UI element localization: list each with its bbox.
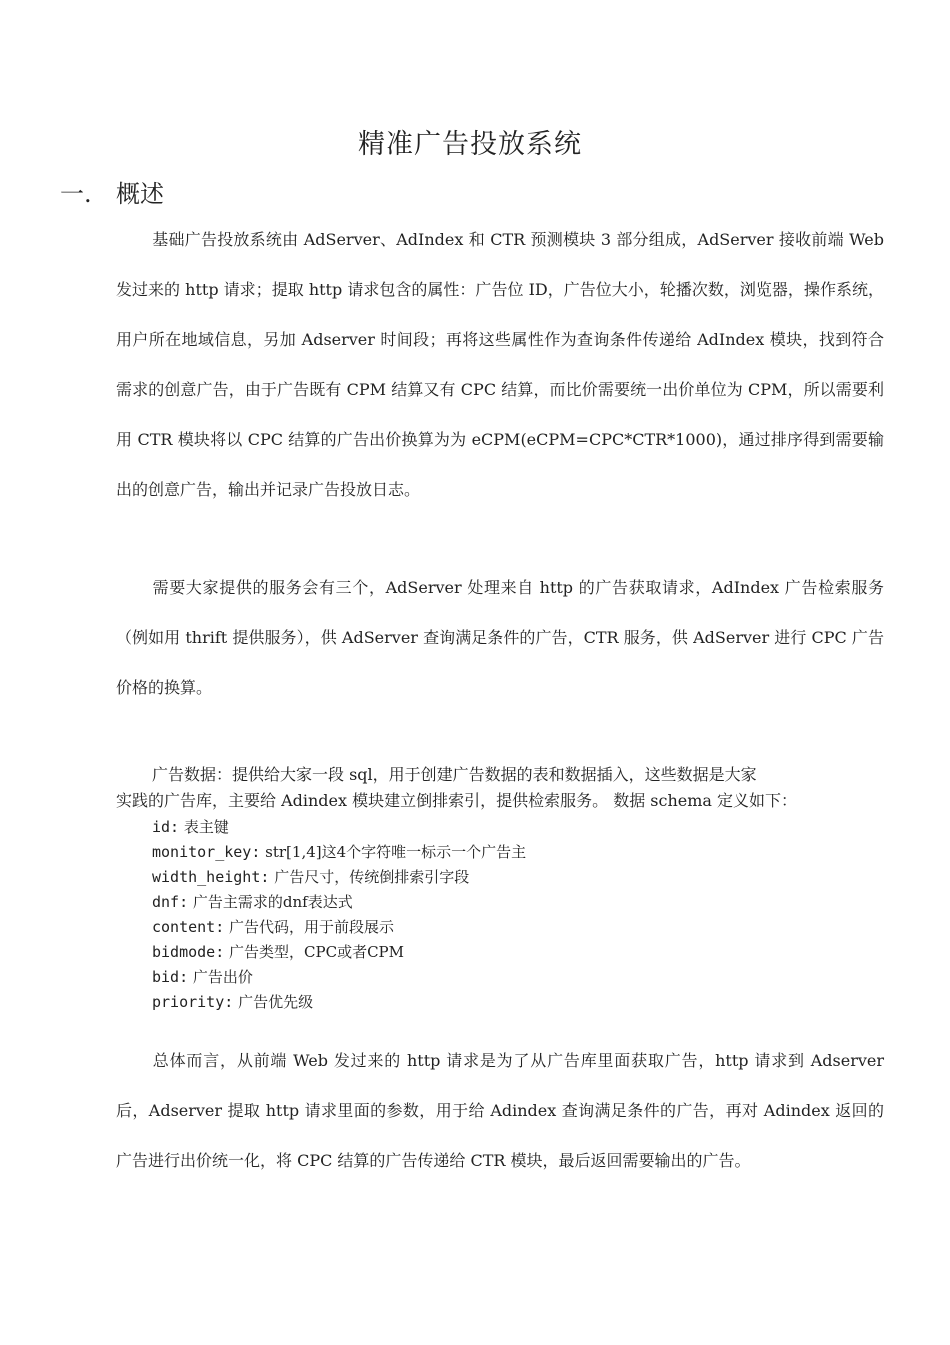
schema-row [152,865,526,890]
schema-key: bidmode: [152,943,225,961]
ad-data-line-1: 广告数据：提供给大家一段 sql，用于创建广告数据的表和数据插入，这些数据是大家 [152,765,757,784]
schema-desc: str[1,4]这4个字符唯一标示一个广告主 [265,843,527,861]
ad-data-line-2: 实践的广告库，主要给 Adindex 模块建立倒排索引，提供检索服务。 数据 schema 定义如下： [116,791,798,810]
schema-key: width_height: [152,868,270,886]
schema-row [152,915,526,940]
section-heading [60,174,164,209]
schema-row [152,990,526,1015]
schema-key: id: [152,818,180,836]
schema-desc: 广告类型，CPC或者CPM [229,943,405,961]
schema-row [152,840,526,865]
schema-desc: 广告主需求的dnf表达式 [192,893,353,911]
section-number: 一. [60,180,92,208]
schema-key: content: [152,918,225,936]
schema-desc: 广告代码，用于前段展示 [229,918,395,936]
document-title: 精准广告投放系统 [358,129,582,160]
schema-key: monitor_key: [152,843,261,861]
summary-text: 总体而言，从前端 Web 发过来的 http 请求是为了从广告库里面获取广告，http 请求到 Adserver 后，Adserver 提取 http 请求里面的参数，用于给 Adindex 查询满足条件的广告，再对 Adindex 返回的广告进行出价统一化，将 CPC 结算的广告传递给 CTR 模块，最后返回需要输出的广告。 [116,1051,884,1170]
schema-desc: 广告优先级 [238,993,314,1011]
services-text: 需要大家提供的服务会有三个，AdServer 处理来自 http 的广告获取请求，AdIndex 广告检索服务（例如用 thrift 提供服务），供 AdServer 查询满足条件的广告，CTR 服务，供 AdServer 进行 CPC 广告价格的换算。 [116,578,884,697]
schema-row [152,890,526,915]
schema-desc: 表主键 [183,818,229,836]
overview-text: 基础广告投放系统由 AdServer、AdIndex 和 CTR 预测模块 3 部分组成，AdServer 接收前端 Web 发过来的 http 请求；提取 http 请求包含的属性：广告位 ID，广告位大小，轮播次数，浏览器，操作系统，用户所在地域信息，另加 Adserver 时间段；再将这些属性作为查询条件传递给 AdIndex 模块，找到符合需求的创意广告，由于广告既有 CPM 结算又有 CPC 结算，而比价需要统一出价单位为 CPM，所以需要利用 CTR 模块将以 CPC 结算的广告出价换算为为 eCPM(eCPM=CPC*CTR*1000)，通过排序得到需要输出的创意广告，输出并记录广告投放日志。 [116,230,884,499]
schema-row [152,815,526,840]
ad-data-paragraph [116,762,884,814]
schema-key: dnf: [152,893,189,911]
summary-paragraph [116,1036,884,1186]
services-paragraph [116,563,884,713]
section-title: 概述 [116,180,164,208]
schema-row [152,940,526,965]
schema-key: priority: [152,993,234,1011]
schema-row [152,965,526,990]
schema-desc: 广告尺寸，传统倒排索引字段 [274,868,470,886]
schema-key: bid: [152,968,189,986]
schema-definition [152,815,526,1015]
overview-paragraph [116,215,884,515]
schema-desc: 广告出价 [192,968,253,986]
